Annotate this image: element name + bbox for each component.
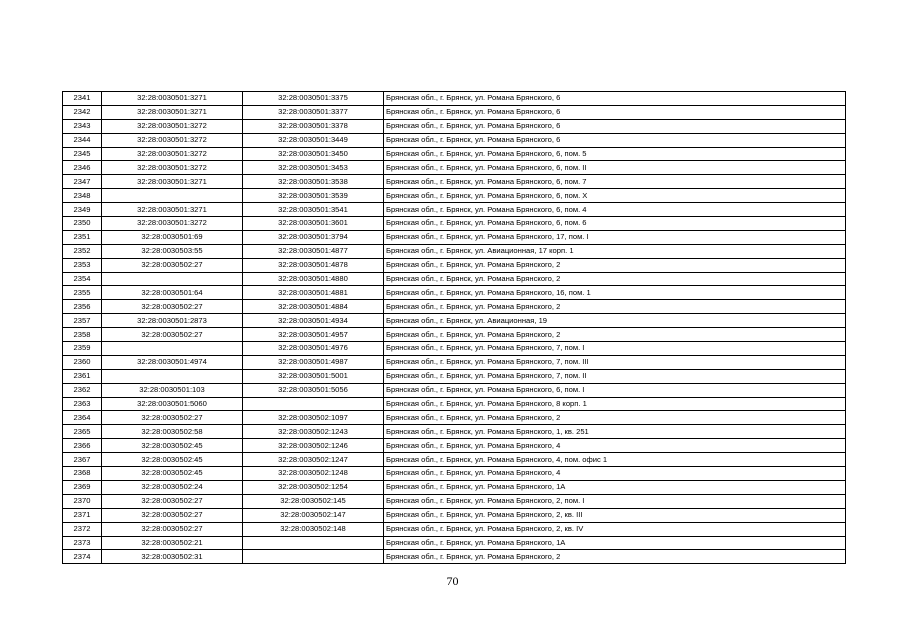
parent-cadastral-number-cell: 32:28:0030502:45 bbox=[102, 439, 243, 453]
cadastral-number-cell: 32:28:0030502:145 bbox=[243, 494, 384, 508]
row-number-cell: 2343 bbox=[63, 119, 102, 133]
parent-cadastral-number-cell: 32:28:0030501:3271 bbox=[102, 92, 243, 106]
row-number-cell: 2349 bbox=[63, 203, 102, 217]
parent-cadastral-number-cell bbox=[102, 342, 243, 356]
address-cell: Брянская обл., г. Брянск, ул. Романа Брянского, 2 bbox=[384, 258, 846, 272]
address-cell: Брянская обл., г. Брянск, ул. Романа Брянского, 4 bbox=[384, 439, 846, 453]
address-cell: Брянская обл., г. Брянск, ул. Романа Брянского, 16, пом. 1 bbox=[384, 286, 846, 300]
table-row bbox=[63, 314, 846, 328]
row-number-cell: 2351 bbox=[63, 230, 102, 244]
cadastral-number-cell bbox=[243, 536, 384, 550]
cadastral-number-cell: 32:28:0030501:4878 bbox=[243, 258, 384, 272]
parent-cadastral-number-cell: 32:28:0030501:3272 bbox=[102, 161, 243, 175]
table-row bbox=[63, 536, 846, 550]
cadastral-number-cell: 32:28:0030501:3377 bbox=[243, 105, 384, 119]
cadastral-number-cell: 32:28:0030501:3539 bbox=[243, 189, 384, 203]
row-number-cell: 2367 bbox=[63, 453, 102, 467]
cadastral-number-cell: 32:28:0030501:4884 bbox=[243, 300, 384, 314]
address-cell: Брянская обл., г. Брянск, ул. Романа Брянского, 2 bbox=[384, 328, 846, 342]
parent-cadastral-number-cell: 32:28:0030502:45 bbox=[102, 467, 243, 481]
address-cell: Брянская обл., г. Брянск, ул. Романа Брянского, 6 bbox=[384, 92, 846, 106]
row-number-cell: 2355 bbox=[63, 286, 102, 300]
address-cell: Брянская обл., г. Брянск, ул. Романа Брянского, 7, пом. I bbox=[384, 342, 846, 356]
table-row bbox=[63, 508, 846, 522]
cadastral-number-cell: 32:28:0030502:1247 bbox=[243, 453, 384, 467]
parent-cadastral-number-cell: 32:28:0030502:24 bbox=[102, 480, 243, 494]
table-row bbox=[63, 161, 846, 175]
table-row bbox=[63, 244, 846, 258]
table-row bbox=[63, 175, 846, 189]
cadastral-number-cell: 32:28:0030501:4881 bbox=[243, 286, 384, 300]
parent-cadastral-number-cell: 32:28:0030502:27 bbox=[102, 508, 243, 522]
cadastral-number-cell: 32:28:0030501:4877 bbox=[243, 244, 384, 258]
parent-cadastral-number-cell: 32:28:0030502:58 bbox=[102, 425, 243, 439]
cadastral-number-cell: 32:28:0030501:5056 bbox=[243, 383, 384, 397]
table-row bbox=[63, 439, 846, 453]
table-row bbox=[63, 230, 846, 244]
row-number-cell: 2342 bbox=[63, 105, 102, 119]
cadastral-number-cell: 32:28:0030501:4934 bbox=[243, 314, 384, 328]
cadastral-number-cell: 32:28:0030501:4976 bbox=[243, 342, 384, 356]
parent-cadastral-number-cell: 32:28:0030502:27 bbox=[102, 411, 243, 425]
cadastral-number-cell: 32:28:0030502:1243 bbox=[243, 425, 384, 439]
address-cell: Брянская обл., г. Брянск, ул. Романа Брянского, 7, пом. II bbox=[384, 369, 846, 383]
cadastral-number-cell: 32:28:0030501:3794 bbox=[243, 230, 384, 244]
row-number-cell: 2368 bbox=[63, 467, 102, 481]
parent-cadastral-number-cell: 32:28:0030502:31 bbox=[102, 550, 243, 564]
row-number-cell: 2356 bbox=[63, 300, 102, 314]
cadastral-number-cell: 32:28:0030501:3538 bbox=[243, 175, 384, 189]
cadastral-number-cell: 32:28:0030501:3541 bbox=[243, 203, 384, 217]
cadastral-number-cell: 32:28:0030501:4987 bbox=[243, 355, 384, 369]
table-row bbox=[63, 286, 846, 300]
address-cell: Брянская обл., г. Брянск, ул. Романа Брянского, 1А bbox=[384, 480, 846, 494]
table-row bbox=[63, 411, 846, 425]
row-number-cell: 2366 bbox=[63, 439, 102, 453]
cadastral-number-cell: 32:28:0030502:1254 bbox=[243, 480, 384, 494]
address-cell: Брянская обл., г. Брянск, ул. Романа Брянского, 6, пом. 7 bbox=[384, 175, 846, 189]
table-row bbox=[63, 92, 846, 106]
row-number-cell: 2354 bbox=[63, 272, 102, 286]
row-number-cell: 2365 bbox=[63, 425, 102, 439]
row-number-cell: 2347 bbox=[63, 175, 102, 189]
table-row bbox=[63, 189, 846, 203]
page-number: 70 bbox=[446, 574, 459, 588]
row-number-cell: 2346 bbox=[63, 161, 102, 175]
cadastral-number-cell: 32:28:0030502:147 bbox=[243, 508, 384, 522]
parent-cadastral-number-cell: 32:28:0030501:69 bbox=[102, 230, 243, 244]
address-cell: Брянская обл., г. Брянск, ул. Романа Брянского, 2, кв. III bbox=[384, 508, 846, 522]
table-row bbox=[63, 369, 846, 383]
row-number-cell: 2374 bbox=[63, 550, 102, 564]
address-cell: Брянская обл., г. Брянск, ул. Авиационная, 19 bbox=[384, 314, 846, 328]
table-row bbox=[63, 328, 846, 342]
cadastral-number-cell bbox=[243, 550, 384, 564]
address-cell: Брянская обл., г. Брянск, ул. Авиационная, 17 корп. 1 bbox=[384, 244, 846, 258]
row-number-cell: 2360 bbox=[63, 355, 102, 369]
row-number-cell: 2353 bbox=[63, 258, 102, 272]
table-row bbox=[63, 453, 846, 467]
row-number-cell: 2358 bbox=[63, 328, 102, 342]
parent-cadastral-number-cell: 32:28:0030503:55 bbox=[102, 244, 243, 258]
address-cell: Брянская обл., г. Брянск, ул. Романа Брянского, 6 bbox=[384, 119, 846, 133]
address-cell: Брянская обл., г. Брянск, ул. Романа Брянского, 2 bbox=[384, 272, 846, 286]
cadastral-number-cell: 32:28:0030502:1097 bbox=[243, 411, 384, 425]
address-cell: Брянская обл., г. Брянск, ул. Романа Брянского, 6, пом. I bbox=[384, 383, 846, 397]
cadastral-number-cell: 32:28:0030501:3449 bbox=[243, 133, 384, 147]
address-cell: Брянская обл., г. Брянск, ул. Романа Брянского, 6, пом. 6 bbox=[384, 217, 846, 231]
address-cell: Брянская обл., г. Брянск, ул. Романа Брянского, 1А bbox=[384, 536, 846, 550]
parent-cadastral-number-cell: 32:28:0030502:27 bbox=[102, 494, 243, 508]
parent-cadastral-number-cell bbox=[102, 189, 243, 203]
table-row bbox=[63, 425, 846, 439]
address-cell: Брянская обл., г. Брянск, ул. Романа Брянского, 2, пом. I bbox=[384, 494, 846, 508]
parent-cadastral-number-cell: 32:28:0030501:3272 bbox=[102, 147, 243, 161]
address-cell: Брянская обл., г. Брянск, ул. Романа Брянского, 4 bbox=[384, 467, 846, 481]
cadastral-number-cell: 32:28:0030501:5001 bbox=[243, 369, 384, 383]
row-number-cell: 2345 bbox=[63, 147, 102, 161]
table-row bbox=[63, 119, 846, 133]
parent-cadastral-number-cell bbox=[102, 272, 243, 286]
table-row bbox=[63, 467, 846, 481]
address-cell: Брянская обл., г. Брянск, ул. Романа Брянского, 6 bbox=[384, 133, 846, 147]
cadastral-number-cell: 32:28:0030502:1248 bbox=[243, 467, 384, 481]
address-cell: Брянская обл., г. Брянск, ул. Романа Брянского, 8 корп. 1 bbox=[384, 397, 846, 411]
address-cell: Брянская обл., г. Брянск, ул. Романа Брянского, 2 bbox=[384, 550, 846, 564]
table-row bbox=[63, 397, 846, 411]
table-row bbox=[63, 258, 846, 272]
address-cell: Брянская обл., г. Брянск, ул. Романа Брянского, 6, пом. 5 bbox=[384, 147, 846, 161]
address-cell: Брянская обл., г. Брянск, ул. Романа Брянского, 17, пом. I bbox=[384, 230, 846, 244]
row-number-cell: 2341 bbox=[63, 92, 102, 106]
parent-cadastral-number-cell: 32:28:0030502:27 bbox=[102, 258, 243, 272]
cadastral-number-cell: 32:28:0030501:3450 bbox=[243, 147, 384, 161]
address-cell: Брянская обл., г. Брянск, ул. Романа Брянского, 2 bbox=[384, 411, 846, 425]
table-row bbox=[63, 217, 846, 231]
parent-cadastral-number-cell: 32:28:0030502:27 bbox=[102, 522, 243, 536]
parent-cadastral-number-cell: 32:28:0030502:27 bbox=[102, 300, 243, 314]
row-number-cell: 2369 bbox=[63, 480, 102, 494]
table-row bbox=[63, 342, 846, 356]
row-number-cell: 2371 bbox=[63, 508, 102, 522]
cadastral-number-cell: 32:28:0030501:3601 bbox=[243, 217, 384, 231]
parent-cadastral-number-cell: 32:28:0030501:3272 bbox=[102, 217, 243, 231]
table-row bbox=[63, 133, 846, 147]
parent-cadastral-number-cell: 32:28:0030501:3272 bbox=[102, 119, 243, 133]
parent-cadastral-number-cell: 32:28:0030501:3271 bbox=[102, 175, 243, 189]
cadastral-table bbox=[62, 91, 846, 564]
address-cell: Брянская обл., г. Брянск, ул. Романа Брянского, 2, кв. IV bbox=[384, 522, 846, 536]
address-cell: Брянская обл., г. Брянск, ул. Романа Брянского, 6, пом. 4 bbox=[384, 203, 846, 217]
table-row bbox=[63, 203, 846, 217]
cadastral-number-cell bbox=[243, 397, 384, 411]
table-row bbox=[63, 383, 846, 397]
address-cell: Брянская обл., г. Брянск, ул. Романа Брянского, 7, пом. III bbox=[384, 355, 846, 369]
address-cell: Брянская обл., г. Брянск, ул. Романа Брянского, 6 bbox=[384, 105, 846, 119]
parent-cadastral-number-cell: 32:28:0030502:27 bbox=[102, 328, 243, 342]
address-cell: Брянская обл., г. Брянск, ул. Романа Брянского, 6, пом. X bbox=[384, 189, 846, 203]
row-number-cell: 2348 bbox=[63, 189, 102, 203]
cadastral-number-cell: 32:28:0030501:3378 bbox=[243, 119, 384, 133]
row-number-cell: 2362 bbox=[63, 383, 102, 397]
cadastral-number-cell: 32:28:0030501:3453 bbox=[243, 161, 384, 175]
row-number-cell: 2359 bbox=[63, 342, 102, 356]
address-cell: Брянская обл., г. Брянск, ул. Романа Брянского, 4, пом. офис 1 bbox=[384, 453, 846, 467]
table-row bbox=[63, 480, 846, 494]
table-row bbox=[63, 494, 846, 508]
row-number-cell: 2370 bbox=[63, 494, 102, 508]
row-number-cell: 2373 bbox=[63, 536, 102, 550]
parent-cadastral-number-cell: 32:28:0030502:21 bbox=[102, 536, 243, 550]
parent-cadastral-number-cell: 32:28:0030501:5060 bbox=[102, 397, 243, 411]
address-cell: Брянская обл., г. Брянск, ул. Романа Брянского, 6, пом. II bbox=[384, 161, 846, 175]
row-number-cell: 2344 bbox=[63, 133, 102, 147]
cadastral-number-cell: 32:28:0030501:4957 bbox=[243, 328, 384, 342]
row-number-cell: 2363 bbox=[63, 397, 102, 411]
table-row bbox=[63, 550, 846, 564]
parent-cadastral-number-cell: 32:28:0030501:3271 bbox=[102, 203, 243, 217]
cadastral-number-cell: 32:28:0030501:3375 bbox=[243, 92, 384, 106]
row-number-cell: 2372 bbox=[63, 522, 102, 536]
address-cell: Брянская обл., г. Брянск, ул. Романа Брянского, 1, кв. 251 bbox=[384, 425, 846, 439]
parent-cadastral-number-cell bbox=[102, 369, 243, 383]
table-row bbox=[63, 147, 846, 161]
cadastral-number-cell: 32:28:0030502:148 bbox=[243, 522, 384, 536]
row-number-cell: 2350 bbox=[63, 217, 102, 231]
parent-cadastral-number-cell: 32:28:0030501:64 bbox=[102, 286, 243, 300]
table-row bbox=[63, 105, 846, 119]
row-number-cell: 2364 bbox=[63, 411, 102, 425]
row-number-cell: 2361 bbox=[63, 369, 102, 383]
table-row bbox=[63, 300, 846, 314]
parent-cadastral-number-cell: 32:28:0030501:2873 bbox=[102, 314, 243, 328]
parent-cadastral-number-cell: 32:28:0030501:103 bbox=[102, 383, 243, 397]
cadastral-table-body bbox=[63, 92, 846, 564]
cadastral-number-cell: 32:28:0030501:4880 bbox=[243, 272, 384, 286]
cadastral-number-cell: 32:28:0030502:1246 bbox=[243, 439, 384, 453]
table-row bbox=[63, 272, 846, 286]
table-row bbox=[63, 355, 846, 369]
parent-cadastral-number-cell: 32:28:0030501:4974 bbox=[102, 355, 243, 369]
address-cell: Брянская обл., г. Брянск, ул. Романа Брянского, 2 bbox=[384, 300, 846, 314]
table-row bbox=[63, 522, 846, 536]
row-number-cell: 2352 bbox=[63, 244, 102, 258]
parent-cadastral-number-cell: 32:28:0030502:45 bbox=[102, 453, 243, 467]
row-number-cell: 2357 bbox=[63, 314, 102, 328]
parent-cadastral-number-cell: 32:28:0030501:3271 bbox=[102, 105, 243, 119]
parent-cadastral-number-cell: 32:28:0030501:3272 bbox=[102, 133, 243, 147]
